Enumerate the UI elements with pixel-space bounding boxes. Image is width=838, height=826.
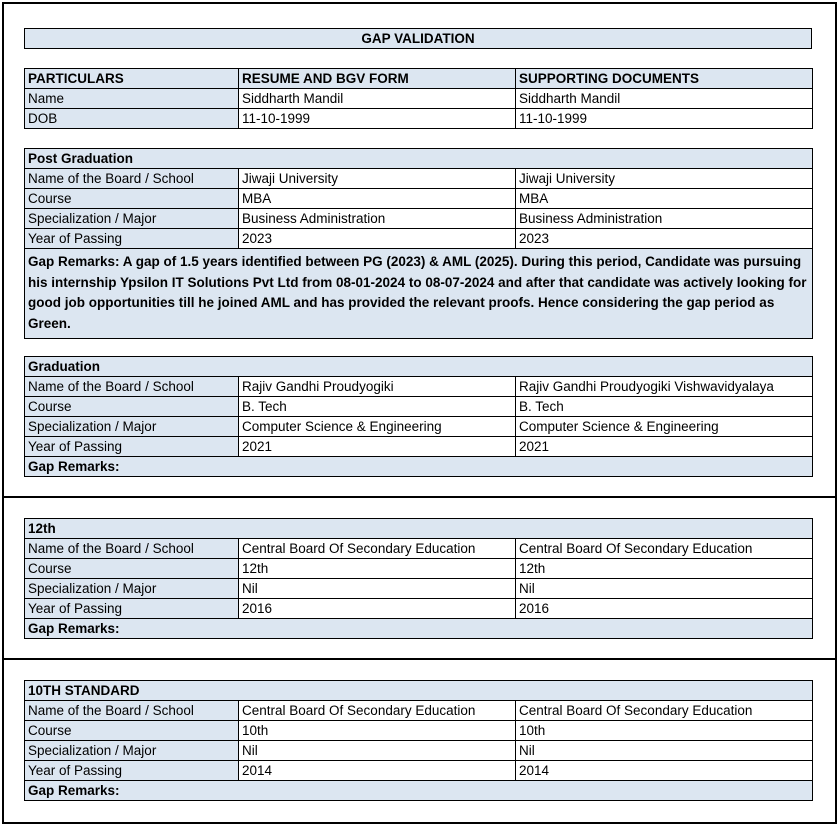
gap-remarks: Gap Remarks:	[25, 781, 813, 801]
table-row	[25, 721, 813, 741]
resume-value: Central Board Of Secondary Education	[239, 539, 516, 559]
section-heading: Post Graduation	[25, 149, 813, 169]
resume-value: 12th	[239, 559, 516, 579]
docs-value: Central Board Of Secondary Education	[516, 539, 813, 559]
docs-value: 11-10-1999	[516, 109, 813, 129]
docs-value: Rajiv Gandhi Proudyogiki Vishwavidyalaya	[516, 377, 813, 397]
docs-value: Business Administration	[516, 209, 813, 229]
row-label: Course	[25, 189, 239, 209]
resume-value: Nil	[239, 741, 516, 761]
table-row	[25, 397, 813, 417]
title-block	[24, 28, 812, 49]
docs-value: Nil	[516, 741, 813, 761]
column-header: PARTICULARS	[25, 69, 239, 89]
resume-value: Siddharth Mandil	[239, 89, 516, 109]
resume-value: 2016	[239, 599, 516, 619]
section-post-graduation	[24, 148, 812, 339]
resume-value: MBA	[239, 189, 516, 209]
docs-value: 10th	[516, 721, 813, 741]
row-label: Year of Passing	[25, 599, 239, 619]
row-label: DOB	[25, 109, 239, 129]
resume-value: 11-10-1999	[239, 109, 516, 129]
section-heading: 12th	[25, 519, 813, 539]
row-label: Name of the Board / School	[25, 169, 239, 189]
docs-value: Central Board Of Secondary Education	[516, 701, 813, 721]
table-row	[25, 539, 813, 559]
resume-value: 2021	[239, 437, 516, 457]
resume-value: 2023	[239, 229, 516, 249]
row-label: Specialization / Major	[25, 417, 239, 437]
section-12th	[24, 518, 812, 639]
table-row	[25, 701, 813, 721]
header-row	[25, 69, 813, 89]
row-label: Course	[25, 559, 239, 579]
resume-value: B. Tech	[239, 397, 516, 417]
resume-value: Computer Science & Engineering	[239, 417, 516, 437]
section-graduation	[24, 356, 812, 477]
table-row	[25, 437, 813, 457]
row-label: Specialization / Major	[25, 579, 239, 599]
row-label: Year of Passing	[25, 761, 239, 781]
table-row	[25, 229, 813, 249]
table-row	[25, 579, 813, 599]
section-10th	[24, 680, 812, 801]
section-heading: 10TH STANDARD	[25, 681, 813, 701]
docs-value: Nil	[516, 579, 813, 599]
page-title: GAP VALIDATION	[25, 29, 812, 49]
gap-remarks: Gap Remarks:	[25, 619, 813, 639]
table-row	[25, 741, 813, 761]
gap-remarks: Gap Remarks:	[25, 457, 813, 477]
resume-value: 10th	[239, 721, 516, 741]
docs-value: 2021	[516, 437, 813, 457]
particulars-table	[24, 68, 812, 129]
column-header: RESUME AND BGV FORM	[239, 69, 516, 89]
column-header: SUPPORTING DOCUMENTS	[516, 69, 813, 89]
row-label: Specialization / Major	[25, 209, 239, 229]
docs-value: Siddharth Mandil	[516, 89, 813, 109]
resume-value: Jiwaji University	[239, 169, 516, 189]
docs-value: B. Tech	[516, 397, 813, 417]
docs-value: 12th	[516, 559, 813, 579]
row-label: Name	[25, 89, 239, 109]
row-label: Specialization / Major	[25, 741, 239, 761]
table-row	[25, 599, 813, 619]
docs-value: Computer Science & Engineering	[516, 417, 813, 437]
docs-value: Jiwaji University	[516, 169, 813, 189]
row-label: Year of Passing	[25, 229, 239, 249]
resume-value: Central Board Of Secondary Education	[239, 701, 516, 721]
docs-value: 2016	[516, 599, 813, 619]
table-row	[25, 417, 813, 437]
docs-value: 2023	[516, 229, 813, 249]
table-row	[25, 89, 813, 109]
table-row	[25, 559, 813, 579]
table-row	[25, 377, 813, 397]
table-row	[25, 109, 813, 129]
row-label: Course	[25, 721, 239, 741]
table-row	[25, 209, 813, 229]
row-label: Name of the Board / School	[25, 539, 239, 559]
section-heading: Graduation	[25, 357, 813, 377]
resume-value: Business Administration	[239, 209, 516, 229]
row-label: Course	[25, 397, 239, 417]
resume-value: Rajiv Gandhi Proudyogiki	[239, 377, 516, 397]
docs-value: MBA	[516, 189, 813, 209]
table-row	[25, 761, 813, 781]
row-label: Year of Passing	[25, 437, 239, 457]
resume-value: 2014	[239, 761, 516, 781]
table-row	[25, 189, 813, 209]
resume-value: Nil	[239, 579, 516, 599]
table-row	[25, 169, 813, 189]
row-label: Name of the Board / School	[25, 377, 239, 397]
gap-remarks: Gap Remarks: A gap of 1.5 years identified between PG (2023) & AML (2025). During this period, Candidate was pursuing his internship Ypsilon IT Solutions Pvt Ltd from 08-01-2024 to 08-07-2024 and after that candidate was actively looking for good job opportunities till he joined AML and has provided the relevant proofs. Hence considering the gap period as Green.	[25, 249, 813, 339]
docs-value: 2014	[516, 761, 813, 781]
row-label: Name of the Board / School	[25, 701, 239, 721]
